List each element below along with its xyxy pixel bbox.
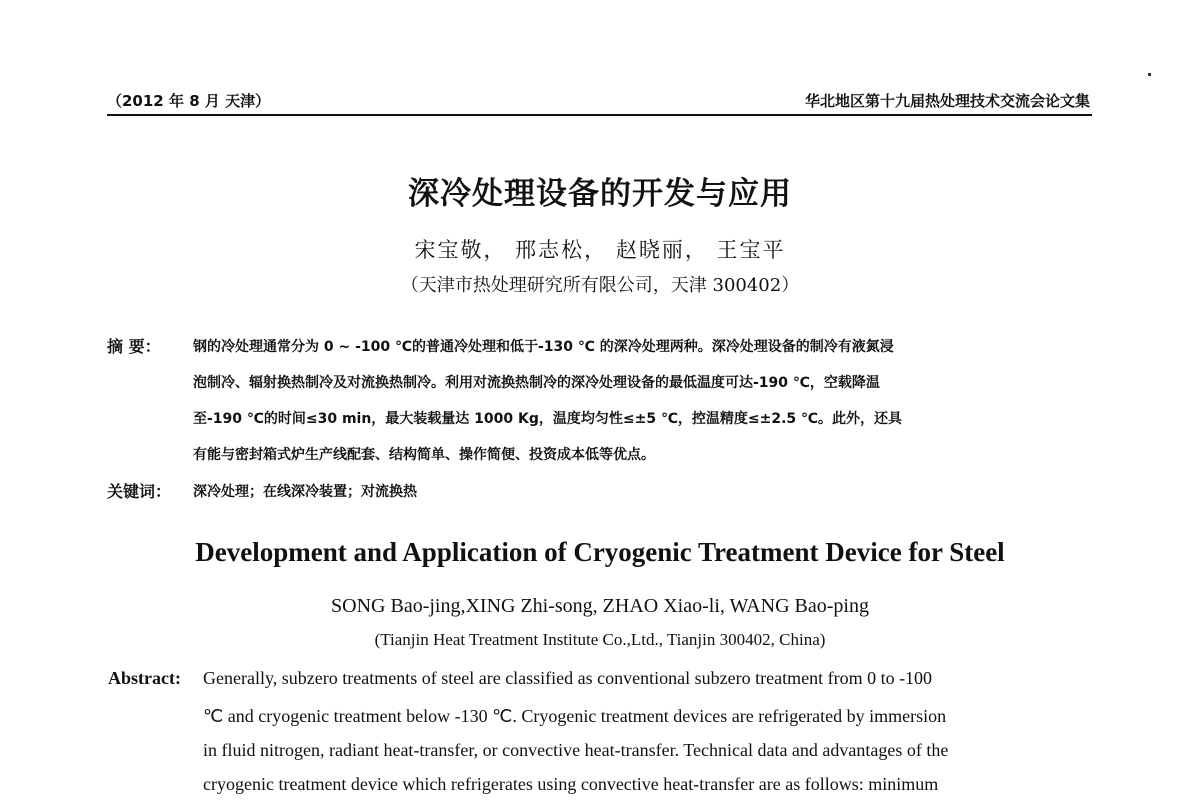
- chinese-abstract-line: 至-190 ℃的时间≤30 min，最大装载量达 1000 Kg，温度均匀性≤±5 ℃，控温精度≤±2.5 ℃。此外，还具: [193, 411, 903, 427]
- chinese-keywords-label: 关键词：: [107, 482, 172, 501]
- english-title: Development and Application of Cryogenic Treatment Device for Steel: [195, 537, 1005, 567]
- header-date-location: （2012 年 8 月 天津）: [107, 92, 271, 110]
- scan-speck: [1148, 73, 1151, 76]
- chinese-authors: 宋宝敬， 邢志松， 赵晓丽， 王宝平: [414, 238, 786, 262]
- chinese-abstract-line: 泡制冷、辐射换热制冷及对流换热制冷。利用对流换热制冷的深冷处理设备的最低温度可达-190 ℃，空载降温: [193, 375, 880, 391]
- english-authors: SONG Bao-jing,XING Zhi-song, ZHAO Xiao-li, WANG Bao-ping: [331, 595, 869, 617]
- chinese-affiliation: （天津市热处理研究所有限公司，天津 300402）: [400, 275, 800, 296]
- chinese-title: 深冷处理设备的开发与应用: [408, 176, 792, 212]
- chinese-abstract-line: 有能与密封箱式炉生产线配套、结构简单、操作简便、投资成本低等优点。: [193, 447, 655, 463]
- chinese-abstract-label: 摘 要：: [107, 337, 161, 356]
- running-header: [107, 88, 1092, 116]
- english-abstract-line: Generally, subzero treatments of steel are classified as conventional subzero treatment from 0 to -100: [203, 668, 933, 688]
- english-abstract-line: ℃ and cryogenic treatment below -130 ℃. Cryogenic treatment devices are refrigerated by immersion: [203, 706, 947, 726]
- chinese-abstract-line: 钢的冷处理通常分为 0 ~ -100 ℃的普通冷处理和低于-130 ℃ 的深冷处理两种。深冷处理设备的制冷有液氮浸: [193, 339, 894, 355]
- english-abstract-line: in fluid nitrogen, radiant heat-transfer, or convective heat-transfer. Technical data and advantages of the: [203, 740, 949, 760]
- chinese-keywords: 深冷处理；在线深冷装置；对流换热: [193, 484, 417, 500]
- english-abstract-line: cryogenic treatment device which refrigerates using convective heat-transfer are as follows: minimum: [203, 774, 939, 794]
- header-proceedings-title: 华北地区第十九届热处理技术交流会论文集: [804, 92, 1090, 110]
- english-affiliation: (Tianjin Heat Treatment Institute Co.,Ltd., Tianjin 300402, China): [374, 630, 826, 649]
- english-abstract-label: Abstract:: [108, 668, 181, 688]
